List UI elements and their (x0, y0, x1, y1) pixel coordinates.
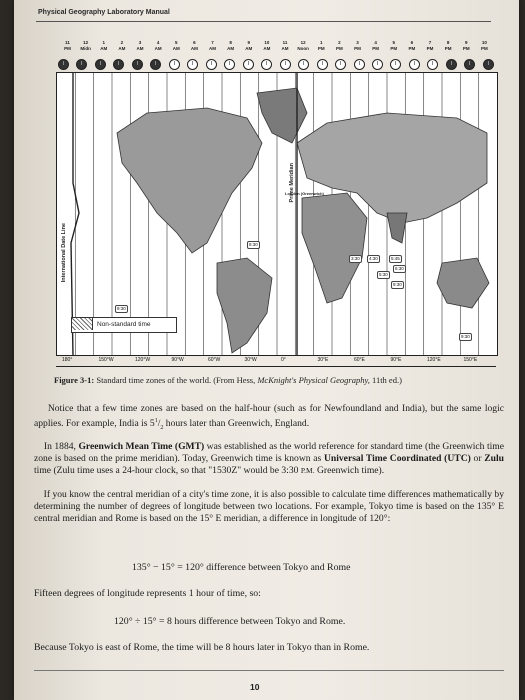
hour-label: 10 AM (263, 40, 271, 51)
longitude-label: 150°W (98, 357, 114, 363)
greenland-shape (257, 88, 307, 143)
caption-text: Standard time zones of the world. (From Hess, (96, 375, 256, 385)
australia-shape (437, 258, 489, 308)
world-map (56, 72, 498, 356)
hour-label: 3 AM (136, 40, 144, 51)
clock-icon (132, 59, 143, 70)
caption-book: McKnight's Physical Geography, (257, 375, 370, 385)
clock-icon (317, 59, 328, 70)
non-standard-swatch (72, 318, 93, 330)
term-utc: Universal Time Coordinated (UTC) (323, 453, 471, 464)
longitude-label: 60°W (208, 357, 221, 363)
clock-icon (280, 59, 291, 70)
paragraph-gmt (34, 441, 504, 477)
statement-conclusion: Because Tokyo is east of Rome, the time will be 8 hours later in Tokyo than in Rome. (34, 642, 370, 653)
longitude-label: 0° (281, 357, 286, 363)
clock-icon (150, 59, 161, 70)
hour-label: 7 AM (209, 40, 216, 51)
clock-icon (206, 59, 217, 70)
fraction-numerator: 1 (154, 418, 158, 424)
hour-label: 11 PM (64, 40, 71, 51)
clock-icon (409, 59, 420, 70)
hour-label: 8 PM (444, 40, 452, 51)
hour-label: 11 AM (281, 40, 289, 51)
hour-label: 1 PM (317, 40, 325, 51)
map-legend (71, 317, 177, 333)
equation-hours: 120° ÷ 15° = 8 hours difference between Tokyo and Rome. (114, 616, 346, 627)
clock-icon (187, 59, 198, 70)
paragraph-text: If you know the central meridian of a city's time zone, it is also possible to calculate time differences mathematically by determining the number of degrees of longitude between two locations. For example, Tokyo time is based on the 135° E central meridian and Rome is based on the 15° E meridian, a difference in longitude of 120°: (34, 489, 504, 524)
hour-label: 8 AM (227, 40, 235, 51)
pm-abbrev: P.M. (300, 466, 315, 475)
clock-icon (261, 59, 272, 70)
london-label: London (Greenwich) (285, 191, 324, 196)
hour-label: 6 AM (190, 40, 198, 51)
paragraph-text: Greenwich time). (317, 465, 385, 476)
clock-icon (113, 59, 124, 70)
hour-label: 4 PM (372, 40, 379, 51)
hour-label: 9 PM (462, 40, 470, 51)
clock-icon (464, 59, 475, 70)
tz-label: 5:45 (391, 256, 400, 261)
paragraph-half-hour: Notice that a few time zones are based on the half-hour (such as for Newfoundland and India), but the same logic applies. For example, India is $5^1/_2$ hours later than Greenwich, England. (34, 403, 505, 432)
tz-label: 3:30 (351, 256, 360, 261)
clock-icon (335, 59, 346, 70)
longitude-label: 120°W (135, 357, 151, 363)
hour-label: 1 AM (100, 40, 108, 51)
paragraph-calculation (34, 489, 504, 525)
longitude-scale (56, 356, 496, 367)
clock-icon (483, 59, 494, 70)
term-gmt: Greenwich Mean Time (GMT) (78, 441, 205, 452)
longitude-label: 30°W (244, 357, 257, 363)
longitude-label: 60°E (354, 357, 365, 363)
clock-icon (224, 59, 235, 70)
hour-label: 5 AM (172, 40, 180, 51)
paragraph-text: or (473, 453, 482, 464)
india-shape (387, 213, 407, 243)
clock-icon (76, 59, 87, 70)
hour-label: 6 PM (408, 40, 416, 51)
tz-label: 5:30 (379, 272, 388, 277)
hour-label: 12 Midn (80, 40, 91, 51)
legend-label: Non-standard time (97, 321, 151, 328)
hour-label: 5 PM (390, 40, 398, 51)
tz-label: 6:30 (395, 266, 404, 271)
clock-icon (427, 59, 438, 70)
clock-icon (354, 59, 365, 70)
hour-label: 3 PM (354, 40, 361, 51)
tz-label: 8:30 (249, 242, 258, 247)
fraction-denominator: 2 (160, 425, 164, 432)
africa-shape (302, 193, 367, 303)
clock-icon (390, 59, 401, 70)
figure-number: Figure 3-1: (54, 375, 95, 385)
bottom-rule (34, 670, 504, 671)
tz-label: 4:30 (369, 256, 378, 261)
prime-meridian-label: Prime Meridian (289, 163, 295, 203)
longitude-label: 150°E (463, 357, 478, 363)
equation-difference: 135° − 15° = 120° difference between Tokyo and Rome (132, 562, 351, 573)
clock-icon (243, 59, 254, 70)
time-zone-map-figure (48, 40, 500, 368)
south-america-shape (217, 258, 272, 353)
hour-label: 2 PM (336, 40, 343, 51)
clock-icon (446, 59, 457, 70)
longitude-label: 90°E (390, 357, 402, 363)
textbook-page (14, 0, 519, 700)
hour-label: 7 PM (426, 40, 434, 51)
paragraph-text: In 1884, (43, 441, 76, 452)
statement-fifteen-degrees: Fifteen degrees of longitude represents 1 hour of time, so: (34, 588, 261, 599)
hour-label: 9 AM (245, 40, 253, 51)
hour-label: 4 AM (154, 40, 162, 51)
hour-label: 12 Noon (297, 40, 309, 51)
longitude-label: 120°E (427, 357, 441, 363)
date-line-label: International Date Line (61, 223, 67, 283)
page-number: 10 (250, 682, 260, 692)
hour-label: 10 PM (481, 40, 488, 51)
paragraph-text: time (Zulu time uses a 24-hour clock, so that "1530Z" would be 3:30 (34, 465, 299, 476)
term-zulu: Zulu (484, 453, 504, 464)
clock-icon (58, 59, 69, 70)
longitude-label: 180° (62, 357, 73, 363)
hour-labels-row (60, 40, 492, 60)
tz-label: 9:30 (461, 334, 470, 339)
header-rule (36, 21, 491, 22)
hour-label: 2 AM (118, 40, 126, 51)
figure-caption (54, 375, 504, 385)
longitude-label: 90°W (171, 357, 184, 363)
paragraph-text: was established as the world reference for standard time (the Greenwich time zone is based on the prime meridian). Today, Greenwich time is known as (34, 441, 504, 464)
clock-icon (298, 59, 309, 70)
paragraph-text: hours later than Greenwich, England. (165, 418, 310, 430)
caption-edition: 11th ed.) (372, 375, 402, 385)
running-header: Physical Geography Laboratory Manual (38, 9, 170, 16)
tz-label: 9:30 (117, 306, 126, 311)
clock-icon (95, 59, 106, 70)
tz-label: 9:30 (393, 282, 402, 287)
clock-icon (169, 59, 180, 70)
clock-icons-row (58, 59, 494, 71)
clock-icon (372, 59, 383, 70)
paragraph-text: Notice that a few time zones are based on the half-hour (such as for Newfoundland and India), but the same logic applies. For example, India is 5 (34, 403, 505, 430)
longitude-label: 30°E (317, 357, 329, 363)
